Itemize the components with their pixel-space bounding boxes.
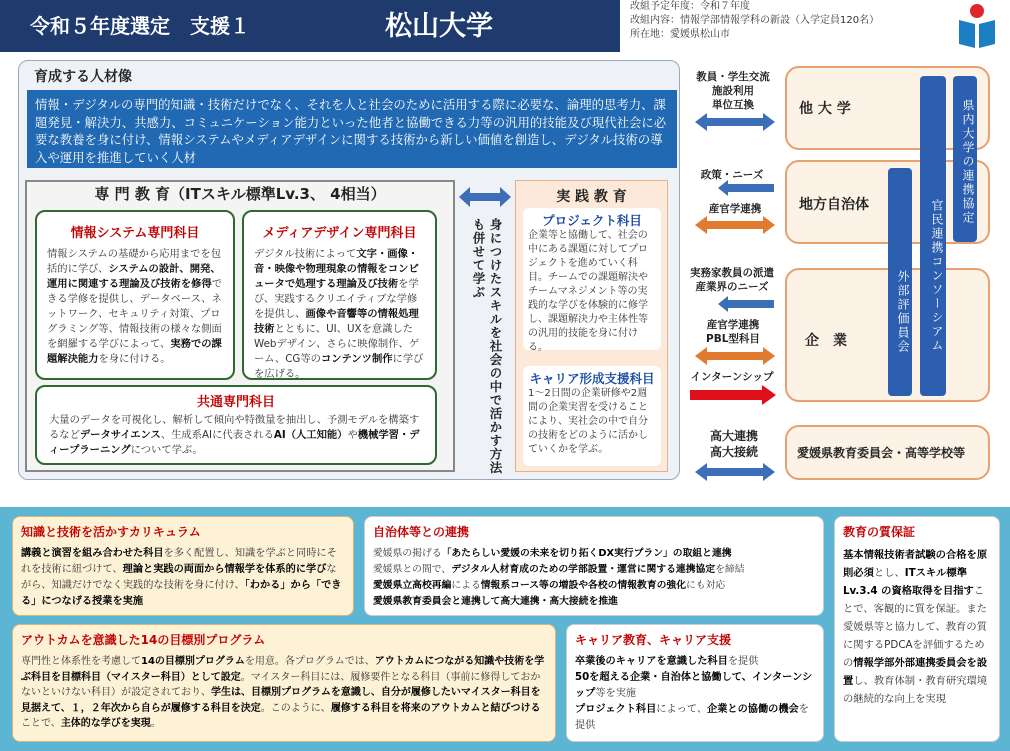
common-subjects-title: 共通専門科目 [196, 395, 275, 410]
link-label-univ: 教員・学生交流 施設利用 単位互換 [696, 71, 770, 111]
card-career [566, 624, 824, 742]
jinzai-description: 情報・デジタルの専門的知識・技術だけでなく、それを人と社会のために活用する際に必要な、論理的思考力、課題発見・解決力、共感力、コミュニケーション能力といった他者と協働できる力等の汎用的技能及び現代社会に必要な教養を身に付け、情報システムやメディアデザインに関する技術から新しい価値を創造し、デジタル技術の導入や運用を推進していく人材 [27, 90, 677, 168]
partner-label: 企 業 [805, 333, 847, 349]
card-text: 卒業後のキャリアを意識した科目を提供 50を超える企業・自治体と協働して、インターンシップ等を実施 プロジェクト科目によって、企業との協働の機会を提供 [575, 656, 813, 731]
link-label-internship: インターンシップ [690, 371, 774, 383]
university-logo-icon [956, 2, 998, 50]
card-text: 基本情報技術者試験の合格を原則必須とし、ITスキル標準 Lv.3.4 の資格取得を目指すことで、客観的に質を保証。また愛媛県等と協力して、教育の質に関するPDCAを評価するための情報学部外部連携委員会を設置し、教育体制・教育研究環境の継続的な向上を実現 [843, 549, 988, 705]
project-subject-title: プロジェクト科目 [542, 213, 642, 228]
media-design-title: メディアデザイン専門科目 [262, 226, 417, 241]
card-quality [834, 516, 1000, 742]
card-outcome [12, 624, 556, 742]
double-arrow-icon [695, 215, 775, 235]
right-arrow-icon [690, 385, 776, 405]
jissen-title: 実 践 教 育 [556, 189, 627, 205]
jinzai-title: 育成する人材像 [34, 69, 132, 85]
card-title: キャリア教育、キャリア支援 [575, 633, 732, 647]
card-curriculum [12, 516, 354, 616]
partner-label: 他 大 学 [799, 101, 851, 117]
partner-label: 地方自治体 [799, 197, 869, 213]
double-arrow-icon [695, 112, 775, 132]
info-system-text: 情報システムの基礎から応用までを包括的に学び、システムの設計、開発、運用に関連する理論及び技術を修得できる学修を提供し、データベース、ネットワーク、セキュリティ対策、プログラミング等、情報技術の様々な側面を網羅する学びによって、実務での課題解決能力を身に付ける。 [47, 248, 223, 365]
info-line: 所在地：愛媛県松山市 [630, 29, 730, 40]
link-label-sankangaku: 産官学連携 [708, 203, 762, 215]
info-line: 改組内容：情報学部情報学科の新設（入学定員120名） [630, 15, 880, 26]
card-local-gov [364, 516, 824, 616]
double-arrow-icon [695, 346, 775, 366]
card-title: 自治体等との連携 [373, 525, 470, 539]
external-eval-bar: 外部評価員会 [888, 168, 912, 396]
info-system-title: 情報システム専門科目 [70, 226, 200, 241]
career-subject-box [523, 366, 661, 466]
double-arrow-icon [695, 462, 775, 482]
partner-ehime-board [785, 425, 990, 480]
header-banner [0, 0, 620, 52]
link-label-dispatch: 実務家教員の派遣 産業界のニーズ [690, 267, 774, 293]
univ-agreement-bar: 県内大学の連携協定 [953, 76, 977, 242]
senmon-title: 専 門 教 育（ITスキル標準Lv.3、 4相当） [94, 185, 386, 203]
university-name: 松山大学 [385, 11, 493, 42]
header-title: 令和５年度選定 支援１ [30, 14, 250, 38]
left-arrow-icon [718, 296, 774, 312]
vertical-skill-text: 身につけたスキルを社会の中で活かす方法も併せて学ぶ [471, 218, 503, 475]
career-subject-text: 1～2日間の企業研修や2週間の企業実習を受けることにより、実社会の中で自分の技術をどのように活かしていくかを学ぶ。 [528, 388, 648, 455]
double-arrow-icon [459, 186, 511, 208]
info-system-box [35, 210, 235, 380]
info-line: 改組予定年度：令和７年度 [630, 1, 750, 12]
card-title: 知識と技術を活かすカリキュラム [21, 525, 201, 539]
career-subject-title: キャリア形成支援科目 [529, 371, 655, 386]
reform-info [630, 0, 879, 42]
media-design-box [242, 210, 437, 380]
consortium-bar: 官民連携コンソーシアム [920, 76, 946, 396]
project-subject-box [523, 208, 661, 353]
common-subjects-text: 大量のデータを可視化し、解析して傾向や特徴量を抽出し、予測モデルを構築するなどデータサイエンス、生成系AIに代表されるAI（人工知能）や機械学習・ディープラーニングについて学ぶ。 [49, 414, 420, 456]
media-design-text: デジタル技術によって文字・画像・音・映像や物理現象の情報をコンピュータで処理する理論及び技術を学び、実践するクリエイティブな学修を提供し、画像や音響等の情報処理技術とともに、UI、UXを意識したWebデザイン、さらに映像制作、ゲーム、CG等のコンテンツ制作に学びを広げる。 [254, 248, 424, 380]
left-arrow-icon [718, 180, 774, 196]
card-title: アウトカムを意識した14の目標別プログラム [21, 633, 266, 647]
card-text: 専門性と体系性を考慮して14の目標別プログラムを用意。各プログラムでは、アウトカムにつながる知識や技術を学ぶ科目を目標科目（マイスター科目）として設定。マイスター科目には、履修要件となる科目（事前に修得しておかないといけない科目）が設定されており、学生は、目標別プログラムを意識し、自分が履修したいマイスター科目を見据えて、１，２年次から自らが履修する科目を決定。このように、履修する科目を将来のアウトカムと結びつけることで、主体的な学びを実現。 [21, 656, 545, 729]
common-subjects-box [35, 385, 437, 465]
project-subject-text: 企業等と協働して、社会の中にある課題に対してプロジェクトを進めていく科目。チームでの課題解決やチームマネジメント等の実践的な学びを体験的に修学し、課題解決力や主体性等の汎用的技能を身に付ける。 [528, 230, 648, 353]
partner-label: 愛媛県教育委員会・高等学校等 [797, 446, 966, 460]
link-label-pbl: 産官学連携 PBL型科目 [706, 319, 760, 345]
card-title: 教育の質保証 [843, 525, 916, 539]
card-text: 愛媛県の掲げる「あたらしい愛媛の未来を切り拓くDX実行プラン」の取組と連携 愛媛県との間で、デジタル人材育成のための学部設置・運営に関する連携協定を締結 愛媛県立高校再編による情報系コース等の増設や各校の情報教育の強化にも対応 愛媛県教育委員会と連携して高大連携・高大接続を推進 [373, 548, 745, 607]
link-label-koudai: 高大連携 高大接続 [709, 429, 758, 459]
link-label-policy: 政策・ニーズ [700, 169, 764, 181]
card-text: 講義と演習を組み合わせた科目を多く配置し、知識を学ぶと同時にそれを技術に紐づけて、理論と実践の両面から情報学を体系的に学びながら、知識だけでなく実践的な技術を身に付け、「わかる」から「できる」につなげる授業を実施 [21, 548, 342, 607]
